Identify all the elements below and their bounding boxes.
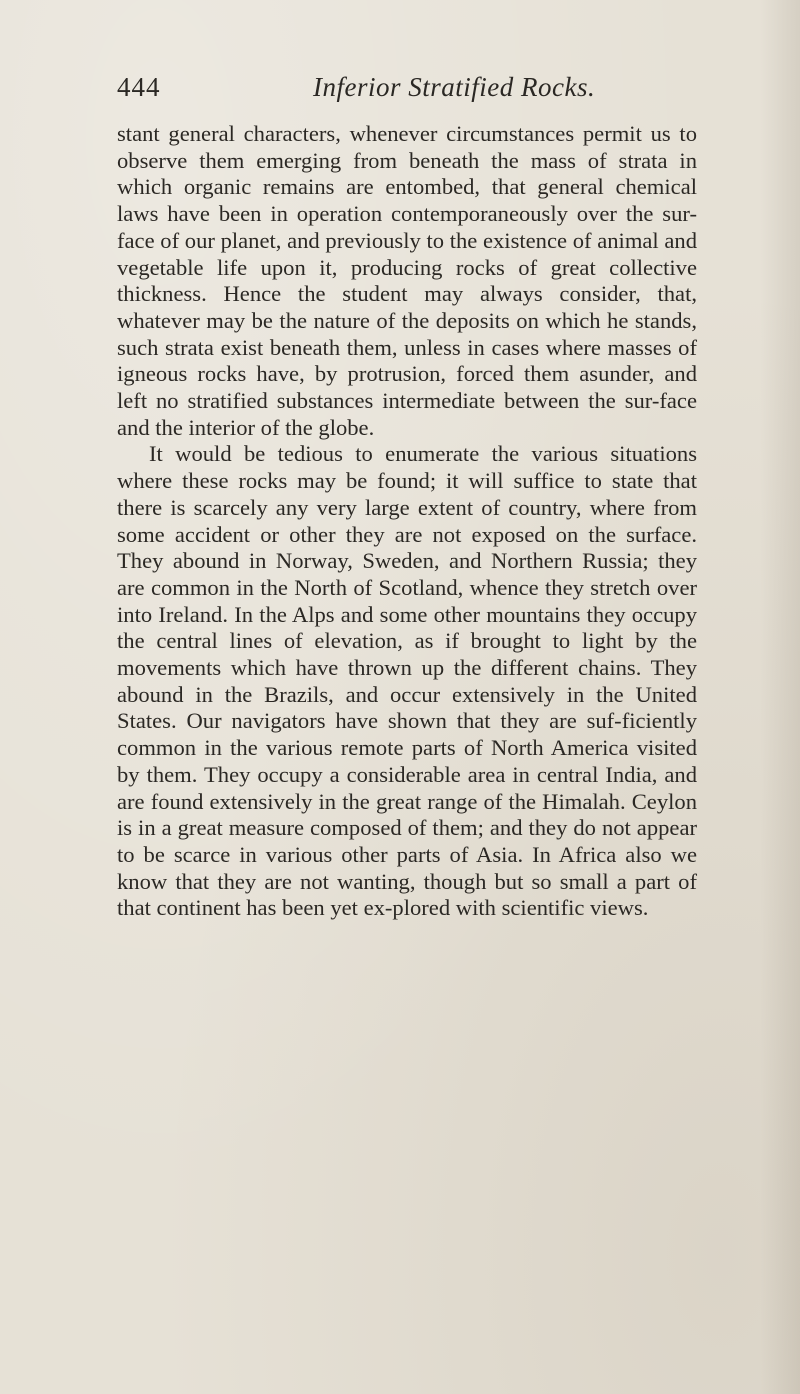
running-head [117, 72, 697, 112]
paragraph: It would be tedious to enumerate the various situations where these rocks may be found; it will suffice to state that there is scarcely any very large extent of country, where from some accident or other they are not exposed on the surface. They abound in Norway, Sweden, and Northern Russia; they are common in the North of Scotland, whence they stretch over into Ireland. In the Alps and some other mountains they occupy the central lines of elevation, as if brought to light by the movements which have thrown up the different chains. They abound in the Brazils, and occur extensively in the United States. Our navigators have shown that they are suf-ficiently common in the various remote parts of North America visited by them. They occupy a considerable area in central India, and are found extensively in the great range of the Himalah. Ceylon is in a great measure composed of them; and they do not appear to be scarce in various other parts of Asia. In Africa also we know that they are not wanting, though but so small a part of that continent has been yet ex-plored with scientific views. [117, 441, 697, 921]
page-number: 444 [117, 72, 161, 102]
body-text [117, 121, 697, 922]
page-edge-shadow [760, 0, 800, 1394]
running-title: Inferior Stratified Rocks. [313, 72, 596, 102]
paragraph-continuation: stant general characters, whenever circumstances permit us to observe them emerging from beneath the mass of strata in which organic remains are entombed, that general chemical laws have been in operation contemporaneously over the sur-face of our planet, and previously to the existence of animal and vegetable life upon it, producing rocks of great collective thickness. Hence the student may always consider, that, whatever may be the nature of the deposits on which he stands, such strata exist beneath them, unless in cases where masses of igneous rocks have, by protrusion, forced them asunder, and left no stratified substances intermediate between the sur-face and the interior of the globe. [117, 121, 697, 440]
